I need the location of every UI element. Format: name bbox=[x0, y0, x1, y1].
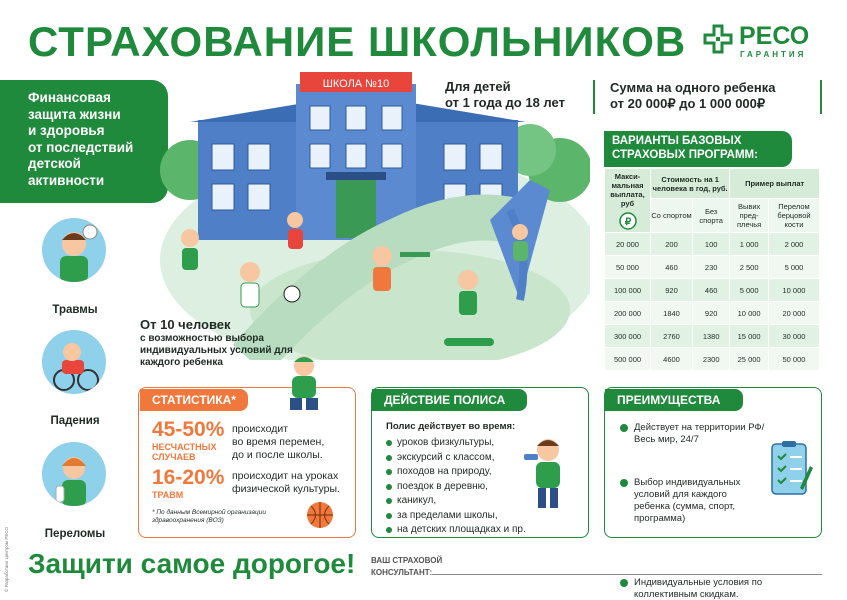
col-examples: Пример выплат bbox=[730, 169, 820, 199]
header-max-payout: Макси-мальная выплата, руб bbox=[610, 171, 645, 208]
table-cell: 200 000 bbox=[605, 302, 651, 325]
table-cell: 20 000 bbox=[605, 233, 651, 256]
table-cell: 920 bbox=[651, 279, 693, 302]
table-cell: 50 000 bbox=[605, 256, 651, 279]
policy-item-text: каникул, bbox=[397, 495, 437, 506]
checklist-icon bbox=[770, 440, 814, 498]
advantages-tab: ПРЕИМУЩЕСТВА bbox=[605, 389, 743, 411]
table-cell: 100 000 bbox=[605, 279, 651, 302]
svg-text:₽: ₽ bbox=[624, 216, 631, 228]
table-row bbox=[605, 348, 820, 371]
hazard-label-injury: Травмы bbox=[52, 304, 98, 316]
col-max-payout bbox=[605, 169, 651, 233]
stat-desc-injuries bbox=[232, 470, 340, 496]
hazard-label-fall: Падения bbox=[50, 415, 100, 427]
intro-line: и здоровья bbox=[28, 123, 105, 138]
reso-cross-icon bbox=[703, 24, 733, 54]
stat-sub-accidents-2: СЛУЧАЕВ bbox=[152, 452, 196, 462]
col-shoulder: Вывих пред-плечья bbox=[730, 199, 769, 233]
stat-desc-line: происходит bbox=[232, 423, 289, 435]
injury-illustration bbox=[42, 218, 106, 282]
col-cost: Стоимость на 1 человека в год, руб. bbox=[651, 169, 730, 199]
table-cell: 50 000 bbox=[768, 348, 819, 371]
table-cell: 200 bbox=[651, 233, 693, 256]
bullet-icon bbox=[386, 455, 392, 461]
table-cell: 100 bbox=[693, 233, 730, 256]
advantage-item bbox=[620, 422, 765, 446]
copyright-note: © Разработано Центром РЕСО bbox=[4, 526, 9, 592]
intro-line: защита жизни bbox=[28, 106, 121, 122]
bullet-icon bbox=[386, 469, 392, 475]
group-subtitle: с возможностью выбора индивидуальных условий для каждого ребенка bbox=[140, 333, 293, 368]
advantage-text: Индивидуальные условия по коллективным скидкам. bbox=[634, 577, 763, 600]
reso-logo bbox=[703, 22, 823, 62]
bullet-icon bbox=[386, 527, 392, 533]
intro-line: активности bbox=[28, 172, 105, 188]
table-row bbox=[605, 256, 820, 279]
table-cell: 300 000 bbox=[605, 325, 651, 348]
col-without-sport: Без спорта bbox=[693, 199, 730, 233]
bullet-icon bbox=[386, 498, 392, 504]
policy-item bbox=[386, 451, 526, 466]
table-row bbox=[605, 279, 820, 302]
table-cell: 2300 bbox=[693, 348, 730, 371]
page-title: СТРАХОВАНИЕ ШКОЛЬНИКОВ bbox=[28, 18, 687, 65]
table-cell: 30 000 bbox=[768, 325, 819, 348]
ruble-coin-icon bbox=[619, 212, 637, 230]
policy-tab: ДЕЙСТВИЕ ПОЛИСА bbox=[372, 389, 527, 411]
table-cell: 4600 bbox=[651, 348, 693, 371]
table-row bbox=[605, 325, 820, 348]
boy-with-dumbbell-illustration bbox=[522, 434, 574, 512]
intro-box bbox=[0, 80, 168, 203]
stat-item-injuries bbox=[152, 466, 224, 500]
policy-item-text: экскурсий с классом, bbox=[397, 451, 495, 463]
bullet-icon bbox=[620, 479, 628, 487]
table-cell: 10 000 bbox=[730, 302, 769, 325]
policy-lead: Полис действует во время: bbox=[386, 421, 516, 432]
table-row bbox=[605, 302, 820, 325]
policy-item bbox=[386, 480, 526, 495]
table-cell: 1840 bbox=[651, 302, 693, 325]
intro-line: от последствий bbox=[28, 139, 134, 155]
policy-item bbox=[386, 436, 526, 451]
table-cell: 500 000 bbox=[605, 348, 651, 371]
intro-line: детской bbox=[28, 156, 81, 171]
table-cell: 920 bbox=[693, 302, 730, 325]
policy-item-text: поездок в деревню, bbox=[397, 480, 488, 492]
table-title bbox=[604, 131, 792, 167]
fall-illustration bbox=[42, 330, 106, 394]
stat-desc-line: физической культуры. bbox=[232, 483, 340, 495]
age-line1: Для детей bbox=[445, 79, 511, 94]
advantage-item bbox=[620, 577, 765, 600]
stats-footnote: * По данным Всемирной организации здравоохранения (ВОЗ) bbox=[152, 509, 266, 524]
table-cell: 460 bbox=[651, 256, 693, 279]
age-range bbox=[445, 79, 565, 111]
bullet-icon bbox=[386, 513, 392, 519]
bullet-icon bbox=[620, 424, 628, 432]
stats-tab: СТАТИСТИКА* bbox=[140, 389, 248, 411]
table-title-line1: ВАРИАНТЫ БАЗОВЫХ bbox=[612, 135, 742, 147]
hazard-label-fracture: Переломы bbox=[44, 528, 106, 540]
divider bbox=[820, 80, 822, 114]
table-cell: 460 bbox=[693, 279, 730, 302]
stat-pct-injuries: 16-20% bbox=[152, 466, 225, 489]
table-cell: 20 000 bbox=[768, 302, 819, 325]
policy-item bbox=[386, 494, 526, 509]
policy-item-text: уроков физкультуры, bbox=[397, 437, 495, 448]
policy-item bbox=[386, 465, 526, 480]
stat-desc-line: во время перемен, bbox=[232, 436, 325, 448]
stat-sub-accidents-1: НЕСЧАСТНЫХ bbox=[152, 442, 217, 452]
col-shin: Перелом берцовой кости bbox=[768, 199, 819, 233]
insurance-programs-table bbox=[604, 168, 820, 371]
bullet-icon bbox=[620, 579, 628, 587]
policy-item-text: походов на природу, bbox=[397, 466, 492, 477]
table-cell: 15 000 bbox=[730, 325, 769, 348]
logo-brand: РЕСО bbox=[739, 22, 810, 50]
policy-item bbox=[386, 509, 526, 524]
table-cell: 5 000 bbox=[730, 279, 769, 302]
stat-desc-accidents bbox=[232, 423, 324, 462]
logo-subtitle: ГАРАНТИЯ bbox=[740, 50, 807, 59]
stat-desc-line: происходит на уроках bbox=[232, 470, 339, 482]
table-row bbox=[605, 233, 820, 256]
table-cell: 1 000 bbox=[730, 233, 769, 256]
advantage-text: Выбор индивидуальных условий для каждого ребенка (сумма, спорт, программа) bbox=[634, 477, 741, 524]
fracture-illustration bbox=[42, 442, 106, 506]
consultant-label bbox=[371, 555, 442, 579]
advantage-text: Действует на территории РФ/Весь мир, 24/7 bbox=[634, 422, 765, 445]
sum-range bbox=[610, 80, 776, 112]
table-cell: 2760 bbox=[651, 325, 693, 348]
advantage-item bbox=[620, 477, 765, 525]
age-line2: от 1 года до 18 лет bbox=[445, 95, 565, 110]
bullet-icon bbox=[386, 440, 392, 446]
stat-desc-line: до и после школы. bbox=[232, 449, 323, 461]
table-cell: 2 000 bbox=[768, 233, 819, 256]
consultant-line-1: ВАШ СТРАХОВОЙ bbox=[371, 556, 443, 565]
boy-with-ball-illustration bbox=[268, 352, 338, 414]
table-cell: 25 000 bbox=[730, 348, 769, 371]
bullet-icon bbox=[386, 484, 392, 490]
consultant-line-2: КОНСУЛЬТАНТ: bbox=[371, 568, 433, 577]
table-title-line2: СТРАХОВЫХ ПРОГРАММ: bbox=[612, 149, 758, 161]
divider bbox=[593, 80, 595, 114]
col-with-sport: Со спортом bbox=[651, 199, 693, 233]
table-cell: 5 000 bbox=[768, 256, 819, 279]
sum-line2: от 20 000₽ до 1 000 000₽ bbox=[610, 96, 766, 111]
sum-line1: Сумма на одного ребенка bbox=[610, 80, 776, 95]
basketball-icon bbox=[305, 500, 335, 530]
policy-list bbox=[386, 436, 526, 538]
school-sign: ШКОЛА №10 bbox=[322, 78, 390, 90]
policy-item-text: за пределами школы, bbox=[397, 509, 498, 521]
policy-item bbox=[386, 523, 526, 538]
intro-line: Финансовая bbox=[28, 90, 111, 105]
consultant-signature-line bbox=[432, 574, 822, 575]
policy-item-text: на детских площадках и пр. bbox=[397, 524, 526, 535]
group-title: От 10 человек bbox=[140, 317, 231, 332]
stat-sub-injuries: ТРАВМ bbox=[152, 490, 184, 500]
stat-pct-accidents: 45-50% bbox=[152, 418, 225, 441]
table-cell: 2 500 bbox=[730, 256, 769, 279]
stat-item-accidents bbox=[152, 418, 224, 462]
table-cell: 1380 bbox=[693, 325, 730, 348]
slogan: Защити самое дорогое! bbox=[28, 548, 356, 579]
table-cell: 10 000 bbox=[768, 279, 819, 302]
table-cell: 230 bbox=[693, 256, 730, 279]
